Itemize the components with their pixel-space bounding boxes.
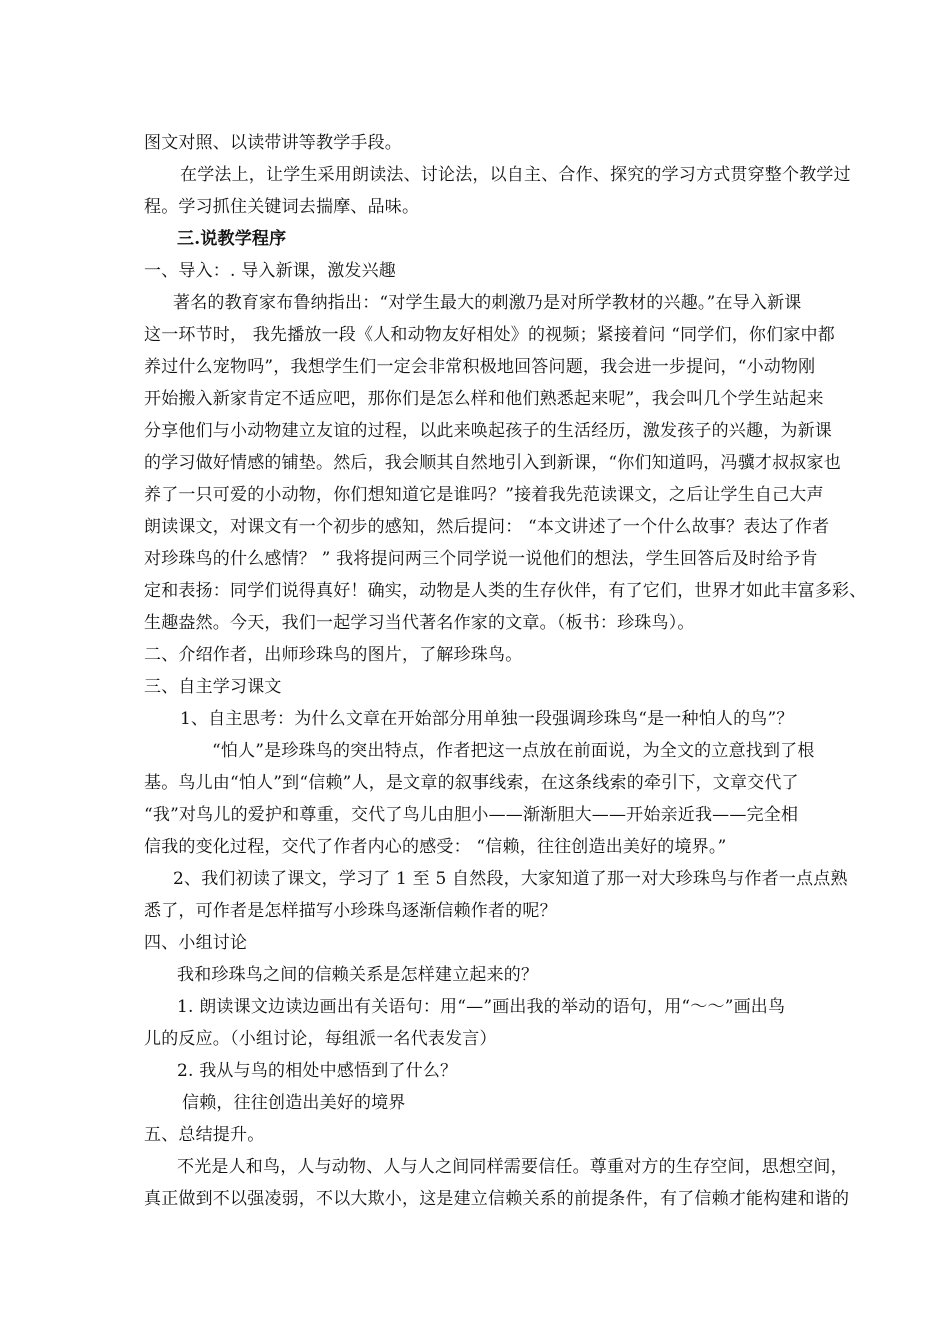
text-line: “怕人”是珍珠鸟的突出特点，作者把这一点放在前面说，为全文的立意找到了根 <box>212 741 815 761</box>
text-line: 我和珍珠鸟之间的信赖关系是怎样建立起来的？ <box>177 965 539 985</box>
text-line: “我”对鸟儿的爱护和尊重，交代了鸟儿由胆小——渐渐胆大——开始亲近我——完全相 <box>144 805 799 825</box>
text-line: 信我的变化过程，交代了作者内心的感受： “信赖，往往创造出美好的境界。” <box>144 837 727 857</box>
text-line: 二、介绍作者，出师珍珠鸟的图片，了解珍珠鸟。 <box>144 645 523 665</box>
text-line: 生趣盎然。今天，我们一起学习当代著名作家的文章。（板书：珍珠鸟）。 <box>144 613 695 633</box>
text-line: 分享他们与小动物建立友谊的过程，以此来唤起孩子的生活经历，激发孩子的兴趣，为新课 <box>144 421 832 441</box>
text-line: 儿的反应。（小组讨论，每组派一名代表发言） <box>144 1029 497 1049</box>
text-line: 朗读课文，对课文有一个初步的感知，然后提问： “本文讲述了一个什么故事？表达了作者 <box>144 517 830 537</box>
text-line: 一、导入：. 导入新课，激发兴趣 <box>144 261 397 281</box>
text-line: 五、总结提升。 <box>144 1125 265 1145</box>
text-line: 1. 朗读课文边读边画出有关语句：用“—”画出我的举动的语句，用“～～”画出鸟 <box>177 997 786 1017</box>
text-line: 定和表扬：同学们说得真好！确实，动物是人类的生存伙伴，有了它们，世界才如此丰富多彩、 <box>144 581 867 601</box>
text-line: 养过什么宠物吗”，我想学生们一定会非常积极地回答问题，我会进一步提问，“小动物刚 <box>144 357 816 377</box>
text-line: 信赖，往往创造出美好的境界 <box>182 1093 406 1113</box>
section-heading: 三.说教学程序 <box>177 229 287 249</box>
text-line: 著名的教育家布鲁纳指出：“对学生最大的刺激乃是对所学教材的兴趣。”在导入新课 <box>173 293 802 313</box>
text-line: 在学法上，让学生采用朗读法、讨论法，以自主、合作、探究的学习方式贯穿整个教学过 <box>180 165 851 185</box>
text-line: 对珍珠鸟的什么感情？ ” 我将提问两三个同学说一说他们的想法，学生回答后及时给予肯 <box>144 549 818 569</box>
text-line: 真正做到不以强凌弱，不以大欺小，这是建立信赖关系的前提条件，有了信赖才能构建和谐的 <box>144 1189 850 1209</box>
text-line: 三、自主学习课文 <box>144 677 282 697</box>
text-line: 2、我们初读了课文，学习了 1 至 5 自然段，大家知道了那一对大珍珠鸟与作者一点点熟 <box>173 869 848 889</box>
text-line: 这一环节时， 我先播放一段《人和动物友好相处》的视频；紧接着问 “同学们，你们家中都 <box>144 325 835 345</box>
text-line: 基。鸟儿由“怕人”到“信赖”人，是文章的叙事线索，在这条线索的牵引下，文章交代了 <box>144 773 799 793</box>
text-line: 不光是人和鸟，人与动物、人与人之间同样需要信任。尊重对方的生存空间，思想空间， <box>177 1157 848 1177</box>
text-line: 2. 我从与鸟的相处中感悟到了什么？ <box>177 1061 458 1081</box>
text-line: 养了一只可爱的小动物，你们想知道它是谁吗？”接着我先范读课文，之后让学生自己大声 <box>144 485 824 505</box>
text-line: 程。学习抓住关键词去揣摩、品味。 <box>144 197 420 217</box>
text-line: 四、小组讨论 <box>144 933 248 953</box>
text-line: 图文对照、以读带讲等教学手段。 <box>144 133 402 153</box>
text-line: 1、自主思考：为什么文章在开始部分用单独一段强调珍珠鸟“是一种怕人的鸟”？ <box>180 709 794 729</box>
text-line: 开始搬入新家肯定不适应吧，那你们是怎么样和他们熟悉起来呢”，我会叫几个学生站起来 <box>144 389 824 409</box>
text-line: 的学习做好情感的铺垫。然后，我会顺其自然地引入到新课，“你们知道吗，冯骥才叔叔家也 <box>144 453 841 473</box>
text-line: 悉了，可作者是怎样描写小珍珠鸟逐渐信赖作者的呢？ <box>144 901 557 921</box>
